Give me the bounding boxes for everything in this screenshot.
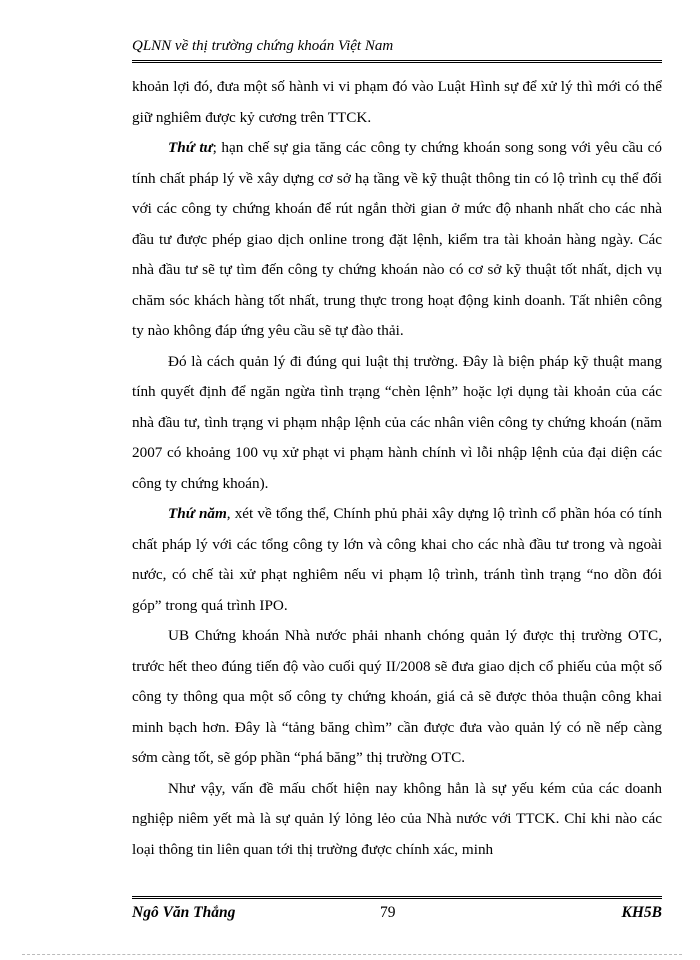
paragraph-thu-tu bbox=[132, 133, 662, 347]
body-text bbox=[132, 72, 662, 865]
paragraph-text: Như vậy, vấn đề mấu chốt hiện nay không hẳn là sự yếu kém của các doanh nghiệp niêm yết mà là sự quản lý lỏng lẻo của Nhà nước với TTCK. Chỉ khi nào các loại thông tin liên quan tới thị trường được chính xác, minh bbox=[132, 779, 662, 858]
paragraph-text: khoản lợi đó, đưa một số hành vi vi phạm đó vào Luật Hình sự để xử lý thì mới có thể giữ nghiêm được kỷ cương trên TTCK. bbox=[132, 78, 662, 126]
paragraph-text: ; hạn chế sự gia tăng các công ty chứng khoán song song với yêu cầu có tính chất pháp lý về xây dựng cơ sở hạ tầng về kỹ thuật thông tin có lộ trình cụ thể đối với các công ty chứng khoán để rút ngắn thời gian ở mức độ nhanh nhất cho các nhà đầu tư được phép giao dịch online trong đặt lệnh, kiểm tra tài khoản hàng ngày. Các nhà đầu tư sẽ tự tìm đến công ty chứng khoán nào có cơ sở kỹ thuật tốt nhất, dịch vụ chăm sóc khách hàng tốt nhất, trung thực trong hoạt động kinh doanh. Tất nhiên công ty nào không đáp ứng yêu cầu sẽ tự đào thải. bbox=[132, 139, 662, 339]
paragraph-text: UB Chứng khoán Nhà nước phải nhanh chóng quản lý được thị trường OTC, trước hết theo đúng tiến độ vào cuối quý II/2008 sẽ đưa giao dịch cổ phiếu của một số công ty thông qua một số công ty chứng khoán, giá cả sẽ được thỏa thuận công khai minh bạch hơn. Đây là “tảng băng chìm” cần được đưa vào quản lý có nề nếp càng sớm càng tốt, sẽ góp phần “phá băng” thị trường OTC. bbox=[132, 627, 662, 766]
footer-rule bbox=[132, 896, 662, 899]
page-break-line bbox=[22, 954, 682, 955]
footer-author: Ngô Văn Thắng bbox=[132, 904, 236, 921]
paragraph-thu-nam bbox=[132, 499, 662, 621]
paragraph-lead: Thứ năm bbox=[168, 505, 227, 522]
running-header: QLNN về thị trường chứng khoán Việt Nam bbox=[132, 38, 394, 54]
paragraph-text: , xét về tổng thể, Chính phủ phải xây dựng lộ trình cổ phần hóa có tính chất pháp lý với các tổng công ty lớn và công khai cho các nhà đầu tư trong và ngoài nước, có chế tài xử phạt nghiêm nếu vi phạm lộ trình, tránh tình trạng “no dồn đói góp” trong quá trình IPO. bbox=[132, 505, 662, 614]
paragraph-continuation bbox=[132, 72, 662, 133]
paragraph-conclusion bbox=[132, 774, 662, 866]
paragraph-lead: Thứ tư bbox=[168, 139, 213, 156]
paragraph-otc bbox=[132, 621, 662, 774]
running-footer bbox=[132, 902, 662, 924]
page-number: 79 bbox=[380, 904, 396, 921]
header-rule bbox=[132, 60, 662, 63]
paragraph-quan-ly bbox=[132, 347, 662, 500]
paragraph-text: Đó là cách quản lý đi đúng qui luật thị trường. Đây là biện pháp kỹ thuật mang tính quyết định để ngăn ngừa tình trạng “chèn lệnh” hoặc lợi dụng tài khoản của các nhà đầu tư, tình trạng vi phạm nhập lệnh của các nhân viên công ty chứng khoán (năm 2007 có khoảng 100 vụ xử phạt vi phạm hành chính vì lỗi nhập lệnh của đại diện các công ty chứng khoán). bbox=[132, 352, 662, 492]
footer-class-code: KH5B bbox=[621, 904, 662, 921]
